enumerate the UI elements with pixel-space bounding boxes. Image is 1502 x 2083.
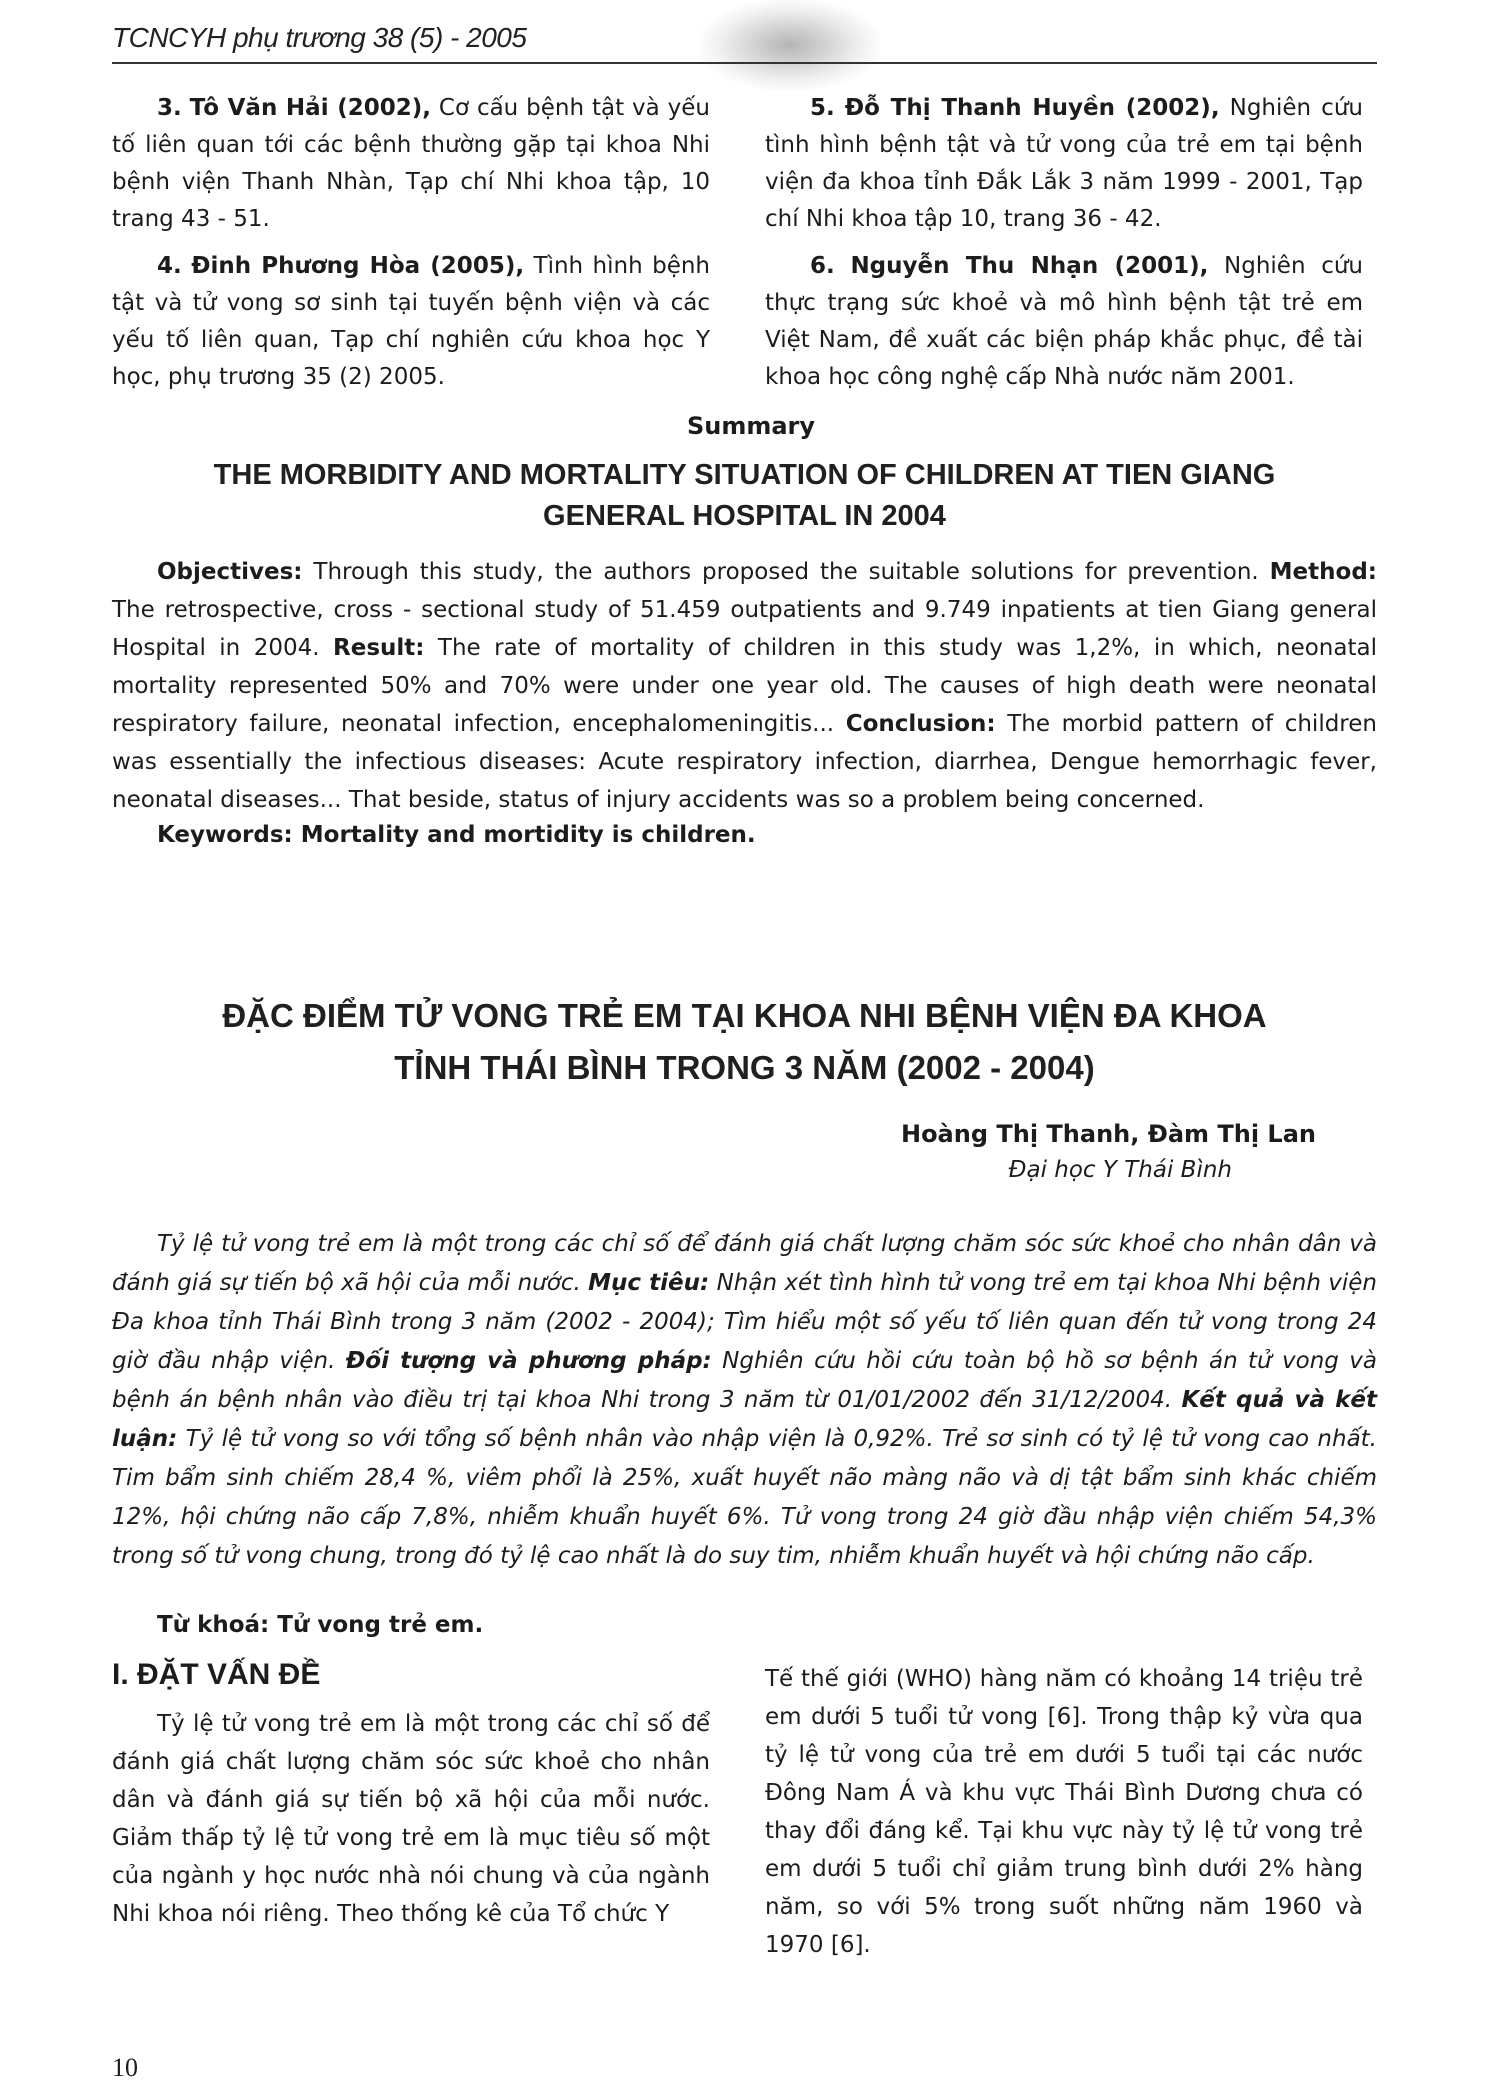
summary-title-line-2: GENERAL HOSPITAL IN 2004	[543, 500, 946, 532]
subjects-label: Đối tượng và phương pháp:	[345, 1348, 712, 1374]
summary-abstract	[112, 553, 1377, 819]
summary-title	[112, 455, 1377, 537]
reference-6	[765, 248, 1363, 396]
article-title-line-2: TỈNH THÁI BÌNH TRONG 3 NĂM (2002 - 2004)	[394, 1049, 1095, 1086]
reference-number: 5.	[810, 95, 835, 121]
reference-text: Nghiên cứu tình hình bệnh tật và tử vong của trẻ em tại bệnh viện đa khoa tỉnh Đắk Lắk 3 năm 1999 - 2001, Tạp chí Nhi khoa tập 10, trang 36 - 42.	[765, 95, 1363, 232]
reference-text: Nghiên cứu thực trạng sức khoẻ và mô hình bệnh tật trẻ em Việt Nam, đề xuất các biện pháp khắc phục, đề tài khoa học công nghệ cấp Nhà nước năm 2001.	[765, 253, 1364, 390]
summary-keywords: Keywords: Mortality and mortidity is children.	[157, 822, 756, 848]
objective-label: Mục tiêu:	[588, 1270, 710, 1296]
reference-number: 4.	[157, 253, 182, 279]
section-paragraph-left: Tỷ lệ tử vong trẻ em là một trong các chỉ số để đánh giá chất lượng chăm sóc sức khoẻ cho nhân dân và đánh giá sự tiến bộ xã hội của mỗi nước. Giảm thấp tỷ lệ tử vong trẻ em là mục tiêu số một của ngành y học nước nhà nói chung và của ngành Nhi khoa nói riêng. Theo thống kê của Tổ chức Y	[112, 1711, 710, 1927]
section-paragraph-right: Tế thế giới (WHO) hàng năm có khoảng 14 triệu trẻ em dưới 5 tuổi tử vong [6]. Trong thập kỷ vừa qua tỷ lệ tử vong của trẻ em dưới 5 tuổi tại các nước Đông Nam Á và khu vực Thái Bình Dương chưa có thay đổi đáng kể. Tại khu vực này tỷ lệ tử vong trẻ em dưới 5 tuổi chỉ giảm trung bình dưới 2% hàng năm, so với 5% trong suốt những năm 1960 và 1970 [6].	[765, 1666, 1363, 1958]
summary-paragraph	[112, 553, 1377, 819]
reference-text: Tình hình bệnh tật và tử vong sơ sinh tại tuyến bệnh viện và các yếu tố liên quan, Tạp chí nghiên cứu khoa học Y học, phụ trương 35 (2) 2005.	[112, 253, 711, 390]
section-right-column	[765, 1660, 1363, 1964]
result-text: The rate of mortality of children in this study was 1,2%, in which, neonatal mortality represented 50% and 70% were under one year old. The causes of high death were neonatal respiratory failure, neonatal infection, encephalomeningitis...	[112, 635, 1377, 737]
abstract-intro: Tỷ lệ tử vong trẻ em là một trong các chỉ số để đánh giá chất lượng chăm sóc sức khoẻ cho nhân dân và đánh giá sự tiến bộ xã hội của mỗi nước.	[112, 1231, 1377, 1296]
page-number: 10	[112, 2053, 138, 2082]
article-title-line-1: ĐẶC ĐIỂM TỬ VONG TRẺ EM TẠI KHOA NHI BỆNH VIỆN ĐA KHOA	[222, 997, 1267, 1034]
result-label: Result:	[333, 635, 425, 661]
article-keywords: Từ khoá: Tử vong trẻ em.	[157, 1612, 484, 1638]
references-left-column	[112, 90, 710, 406]
reference-number: 6.	[810, 253, 835, 279]
article-affiliation: Đại học Y Thái Bình	[1008, 1157, 1232, 1183]
subjects-text: Nghiên cứu hồi cứu toàn bộ hồ sơ bệnh án tử vong và bệnh án bệnh nhân vào điều trị tại khoa Nhi trong 3 năm từ 01/01/2002 đến 31/12/2004.	[112, 1348, 1378, 1413]
reference-number: 3.	[157, 95, 182, 121]
method-text: The retrospective, cross - sectional study of 51.459 outpatients and 9.749 inpatients at tien Giang general Hospital in 2004.	[112, 597, 1377, 661]
article-title	[112, 990, 1377, 1094]
objectives-label: Objectives:	[157, 559, 303, 585]
header-rule	[112, 62, 1377, 64]
section-left-column	[112, 1705, 710, 1933]
method-label: Method:	[1269, 559, 1377, 585]
section-heading: I. ĐẶT VẤN ĐỀ	[112, 1658, 321, 1691]
conclusion-label: Conclusion:	[845, 711, 996, 737]
reference-5	[765, 90, 1363, 238]
references-right-column	[765, 90, 1363, 406]
scan-smudge	[700, 0, 880, 90]
article-abstract	[112, 1225, 1377, 1576]
reference-authors: Tô Văn Hải (2002),	[189, 95, 431, 121]
objective-text: Nhận xét tình hình tử vong trẻ em tại khoa Nhi bệnh viện Đa khoa tỉnh Thái Bình trong 3 năm (2002 - 2004); Tìm hiểu một số yếu tố liên quan đến tử vong trong 24 giờ đầu nhập viện.	[112, 1270, 1378, 1374]
reference-4	[112, 248, 710, 396]
results-text: Tỷ lệ tử vong so với tổng số bệnh nhân vào nhập viện là 0,92%. Trẻ sơ sinh có tỷ lệ tử vong cao nhất. Tim bẩm sinh chiếm 28,4 %, viêm phổi là 25%, xuất huyết não màng não và dị tật bẩm sinh khác chiếm 12%, hội chứng não cấp 7,8%, nhiễm khuẩn huyết 6%. Tử vong trong 24 giờ đầu nhập viện chiếm 54,3% trong số tử vong chung, trong đó tỷ lệ cao nhất là do suy tim, nhiễm khuẩn huyết và hội chứng não cấp.	[112, 1426, 1377, 1569]
reference-3	[112, 90, 710, 238]
results-label: Kết quả và kết luận:	[112, 1387, 1377, 1452]
running-header: TCNCYH phụ trương 38 (5) - 2005	[112, 22, 527, 53]
reference-authors: Đỗ Thị Thanh Huyền (2002),	[844, 95, 1220, 121]
objectives-text: Through this study, the authors proposed the suitable solutions for prevention.	[302, 559, 1270, 585]
summary-heading: Summary	[686, 412, 816, 440]
abstract-paragraph	[112, 1225, 1377, 1576]
summary-title-line-1: THE MORBIDITY AND MORTALITY SITUATION OF CHILDREN AT TIEN GIANG	[213, 459, 1276, 491]
article-authors: Hoàng Thị Thanh, Đàm Thị Lan	[900, 1120, 1316, 1148]
reference-authors: Đinh Phương Hòa (2005),	[191, 253, 525, 279]
reference-text: Cơ cấu bệnh tật và yếu tố liên quan tới các bệnh thường gặp tại khoa Nhi bệnh viện Thanh Nhàn, Tạp chí Nhi khoa tập, 10 trang 43 - 51.	[112, 95, 710, 232]
reference-authors: Nguyễn Thu Nhạn (2001),	[850, 253, 1209, 279]
conclusion-text: The morbid pattern of children was essentially the infectious diseases: Acute respiratory infection, diarrhea, Dengue hemorrhagic fever, neonatal diseases... That beside, status of injury accidents was so a problem being concerned.	[112, 711, 1377, 813]
